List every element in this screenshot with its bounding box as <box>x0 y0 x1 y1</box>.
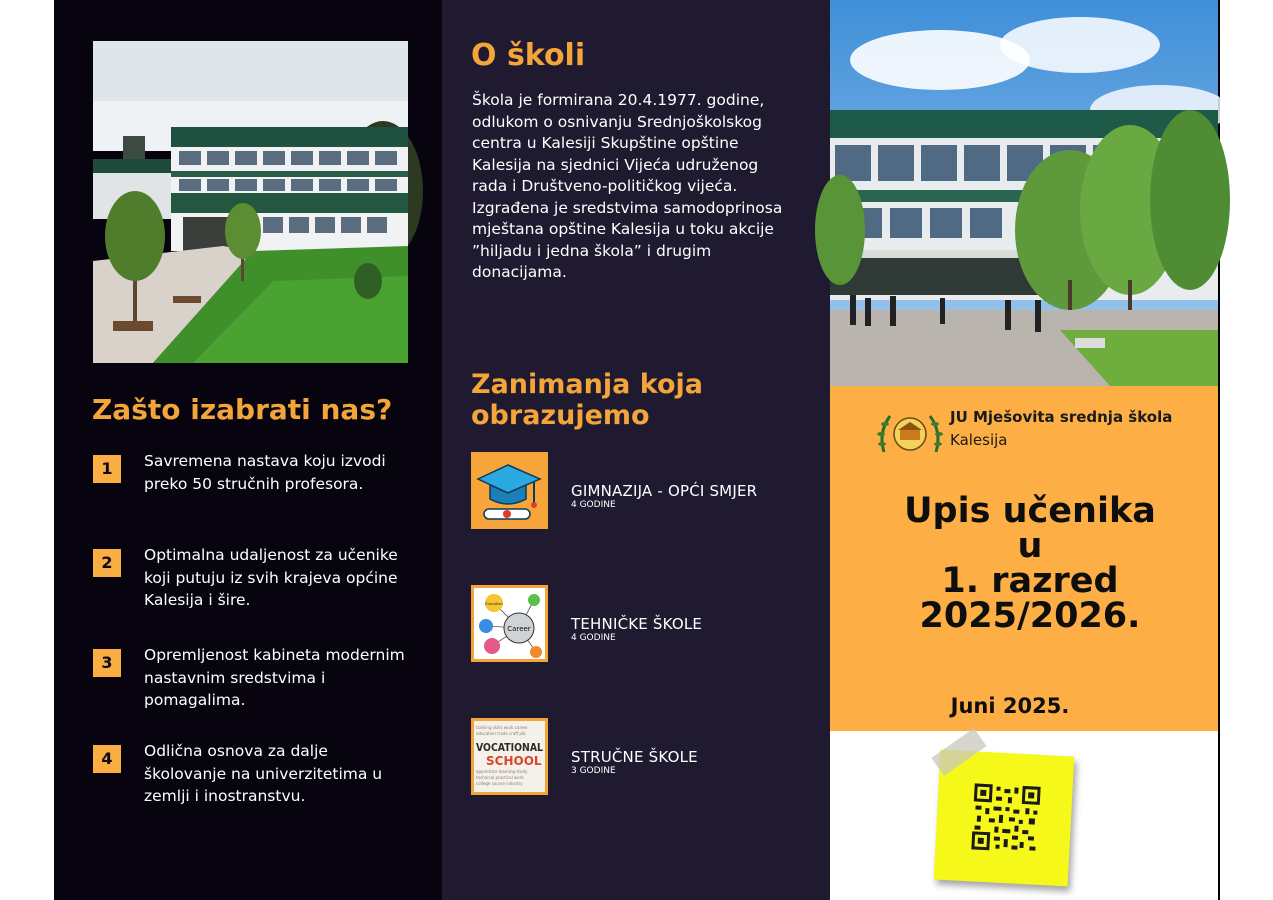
reason-number-badge: 3 <box>93 649 121 677</box>
sticky-note <box>934 750 1075 887</box>
reason-text: Optimalna udaljenost za učenike koji putuju iz svih krajeva općine Kalesija i šire. <box>144 546 398 609</box>
school-label: SCHOOL <box>486 754 542 768</box>
school-city: Kalesija <box>950 431 1008 449</box>
enrollment-banner <box>830 386 1218 731</box>
program-duration: 4 GODINE <box>571 500 616 510</box>
career-mindmap-icon <box>471 585 548 662</box>
vocational-label: VOCATIONAL <box>476 741 543 754</box>
enrollment-title-line: 2025/2026. <box>919 596 1141 636</box>
reason-text: Odlična osnova za dalje školovanje na univerzitetima u zemlji i inostranstvu. <box>144 742 383 805</box>
about-school-heading: O školi <box>471 38 586 73</box>
reason-number-badge: 1 <box>93 455 121 483</box>
enrollment-title-line: Upis učenika <box>904 491 1156 531</box>
right-panel <box>830 0 1220 900</box>
vocational-school-wordcloud-icon <box>471 718 548 795</box>
program-item-technical <box>471 585 811 663</box>
program-name: GIMNAZIJA - OPĆI SMJER <box>571 482 758 500</box>
reason-text: Opremljenost kabineta modernim nastavnim sredstvima i pomagalima. <box>144 646 405 709</box>
school-logo-icon <box>876 410 944 460</box>
career-label: Career <box>507 625 531 633</box>
svg-text:technical practical work: technical practical work <box>476 775 524 780</box>
reason-number-badge: 2 <box>93 549 121 577</box>
qr-section <box>830 731 1218 900</box>
school-name: JU Mješovita srednja škola <box>950 408 1173 426</box>
graduation-cap-icon <box>471 452 548 529</box>
why-choose-us-heading: Zašto izabrati nas? <box>92 393 393 426</box>
enrollment-title-line: 1. razred <box>941 561 1119 601</box>
svg-text:training skills work career: training skills work career <box>476 725 528 730</box>
education-label: Education <box>485 602 503 606</box>
school-courtyard-photo <box>830 0 1218 386</box>
reason-text: Savremena nastava koju izvodi preko 50 stručnih profesora. <box>144 452 386 493</box>
about-school-text: Škola je formirana 20.4.1977. godine, odlukom o osnivanju Srednjoškolskog centra u Kalesiji Skupštine opštine Kalesija na sjednici Vijeća udruženog rada i Društveno-političkog vijeća. Izgrađena je sredstvima samodoprinosa mještana opštine Kalesija u toku akcije ”hiljadu i jedna škola” i drugim donacijama. <box>472 91 783 281</box>
program-duration: 4 GODINE <box>571 633 616 643</box>
svg-text:education trade craft job: education trade craft job <box>476 731 526 736</box>
program-item-vocational <box>471 718 811 796</box>
enrollment-date: Juni 2025. <box>950 694 1070 718</box>
svg-text:apprentice learning study: apprentice learning study <box>476 769 528 774</box>
qr-code-icon[interactable] <box>971 783 1040 852</box>
svg-text:college course industry: college course industry <box>476 781 523 786</box>
reason-number-badge: 4 <box>93 745 121 773</box>
school-building-photo <box>93 41 408 363</box>
enrollment-title <box>850 491 1210 636</box>
middle-panel <box>442 0 830 900</box>
program-duration: 3 GODINE <box>571 766 616 776</box>
enrollment-title-line: u <box>1017 526 1043 566</box>
program-name: STRUČNE ŠKOLE <box>571 748 698 766</box>
program-item-gymnasium <box>471 452 811 530</box>
programs-heading: Zanimanja koja obrazujemo <box>471 369 703 431</box>
left-panel <box>54 0 442 900</box>
program-name: TEHNIČKE ŠKOLE <box>571 615 703 633</box>
